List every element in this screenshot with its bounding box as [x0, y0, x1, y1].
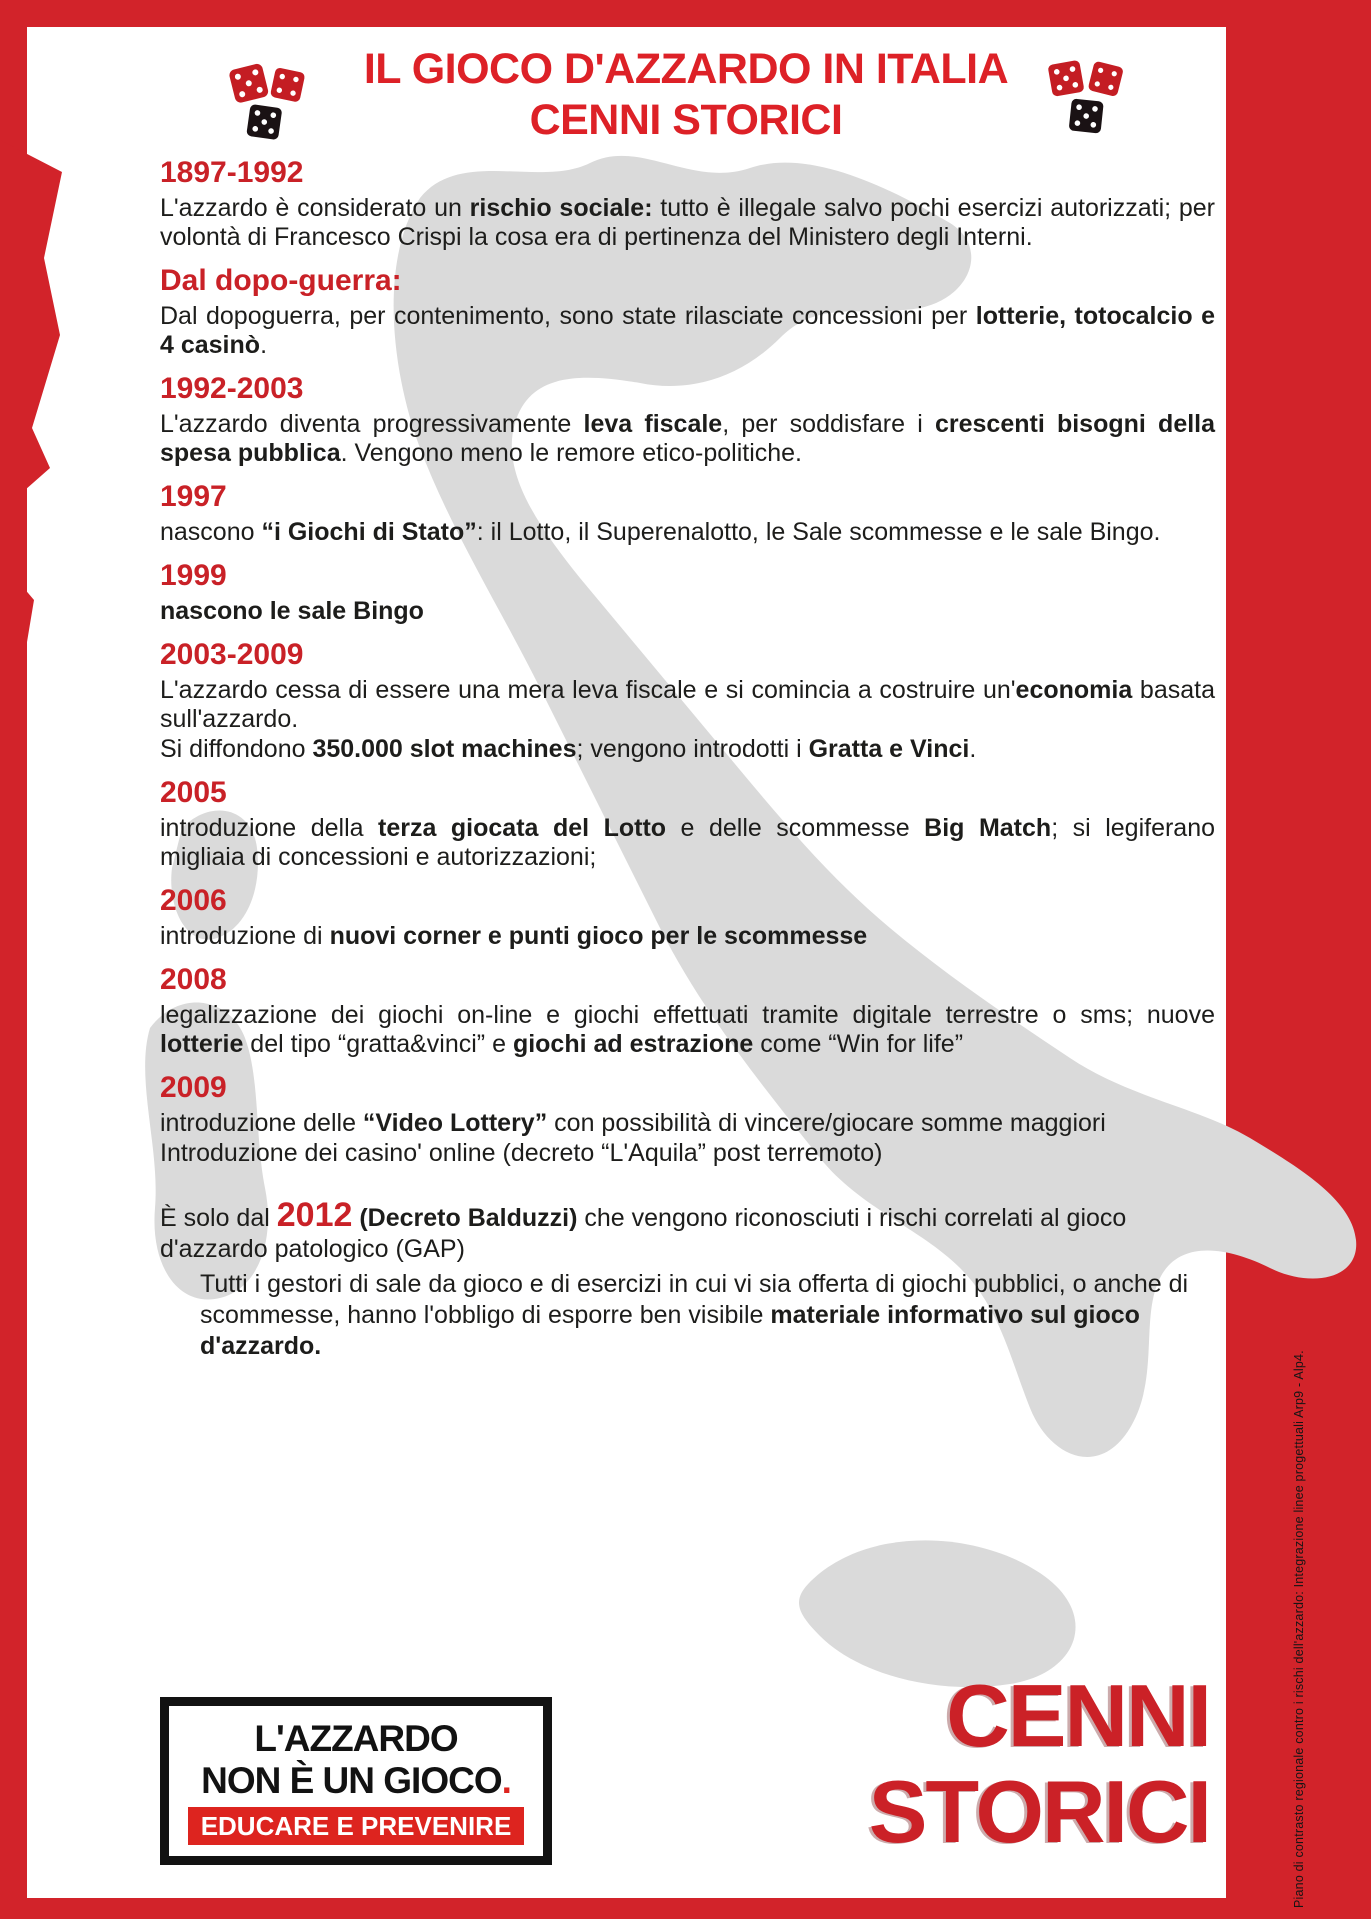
logo-line1: L'AZZARDO: [254, 1717, 458, 1759]
page-title-line2: CENNI STORICI: [529, 96, 843, 144]
timeline-section: [160, 264, 1215, 360]
dice-icon: [222, 60, 312, 146]
timeline-section: [160, 776, 1215, 872]
section-paragraph: Introduzione dei casino' online (decreto “L'Aquila” post terremoto): [160, 1139, 883, 1167]
decree-2012-detail: Tutti i gestori di sale da gioco e di esercizi in cui vi sia offerta di giochi pubblici, o anche di scommesse, hanno l'obbligo di esporre ben visibile materiale informativo sul gioco d'azzardo.: [200, 1270, 1189, 1360]
page-title-line1: IL GIOCO D'AZZARDO IN ITALIA: [363, 45, 1009, 93]
section-paragraph: Si diffondono 350.000 slot machines; vengono introdotti i Gratta e Vinci.: [160, 735, 977, 763]
frame-top: [0, 0, 1371, 27]
section-paragraph: L'azzardo è considerato un rischio sociale: tutto è illegale salvo pochi esercizi autorizzati; per volontà di Francesco Crispi la cosa era di pertinenza del Ministero degli Interni.: [160, 194, 1215, 251]
section-year-heading: 2006: [160, 884, 227, 917]
timeline-section: [160, 156, 1215, 252]
section-year-heading: 1997: [160, 480, 227, 513]
dice-icon: [1042, 56, 1132, 142]
section-year-heading: 1999: [160, 559, 227, 592]
section-paragraph: L'azzardo cessa di essere una mera leva fiscale e si comincia a costruire un'economia basata sull'azzardo.: [160, 676, 1215, 733]
section-paragraph: introduzione delle “Video Lottery” con possibilità di vincere/giocare somme maggiori: [160, 1109, 1106, 1137]
section-paragraph: L'azzardo diventa progressivamente leva fiscale, per soddisfare i crescenti bisogni della spesa pubblica. Vengono meno le remore etico-politiche.: [160, 410, 1216, 467]
timeline-sections: [160, 156, 1215, 1168]
section-paragraph: nascono le sale Bingo: [160, 597, 424, 625]
timeline-section: [160, 1071, 1215, 1168]
section-year-heading: 2003-2009: [160, 638, 304, 671]
section-paragraph: Dal dopoguerra, per contenimento, sono state rilasciate concessioni per lotterie, totocalcio e 4 casinò.: [160, 302, 1215, 359]
section-paragraph: introduzione di nuovi corner e punti gioco per le scommesse: [160, 922, 868, 950]
logo-banner: EDUCARE E PREVENIRE: [188, 1807, 525, 1845]
timeline-section: [160, 372, 1215, 468]
section-year-heading: Dal dopo-guerra:: [160, 264, 402, 297]
section-year-heading: 2005: [160, 776, 227, 809]
timeline-section: [160, 638, 1215, 764]
section-year-heading: 2008: [160, 963, 227, 996]
decree-2012-intro: È solo dal 2012 (Decreto Balduzzi) che vengono riconosciuti i rischi correlati al gioco d'azzardo patologico (GAP): [160, 1196, 1127, 1263]
frame-bottom: [0, 1898, 1371, 1919]
section-paragraph: nascono “i Giochi di Stato”: il Lotto, il Superenalotto, le Sale scommesse e le sale Bingo.: [160, 518, 1161, 546]
timeline-section: [160, 559, 1215, 626]
timeline-content: [160, 156, 1215, 1362]
decree-2012-block: [160, 1198, 1215, 1362]
section-year-heading: 1897-1992: [160, 156, 304, 189]
watermark-line2: STORICI: [868, 1762, 1210, 1861]
side-note-vertical: Piano di contrasto regionale contro i rischi dell'azzardo: Integrazione linee progettuali Arp9 - Alp4.: [1292, 1350, 1306, 1908]
timeline-section: [160, 963, 1215, 1059]
watermark-title: [869, 1668, 1210, 1860]
section-year-heading: 1992-2003: [160, 372, 304, 405]
section-year-heading: 2009: [160, 1071, 227, 1104]
logo-red-period: .: [501, 1759, 511, 1801]
timeline-section: [160, 884, 1215, 951]
logo-line2: NON È UN GIOCO.: [201, 1759, 511, 1801]
section-paragraph: introduzione della terza giocata del Lotto e delle scommesse Big Match; si legiferano migliaia di concessioni e autorizzazioni;: [160, 814, 1216, 871]
section-paragraph: legalizzazione dei giochi on-line e giochi effettuati tramite digitale terrestre o sms; nuove lotterie del tipo “gratta&vinci” e giochi ad estrazione come “Win for life”: [160, 1001, 1215, 1058]
watermark-line1: CENNI: [946, 1666, 1210, 1765]
left-border-jagged-edge: [0, 0, 80, 720]
campaign-logo: [160, 1697, 552, 1865]
timeline-section: [160, 480, 1215, 547]
